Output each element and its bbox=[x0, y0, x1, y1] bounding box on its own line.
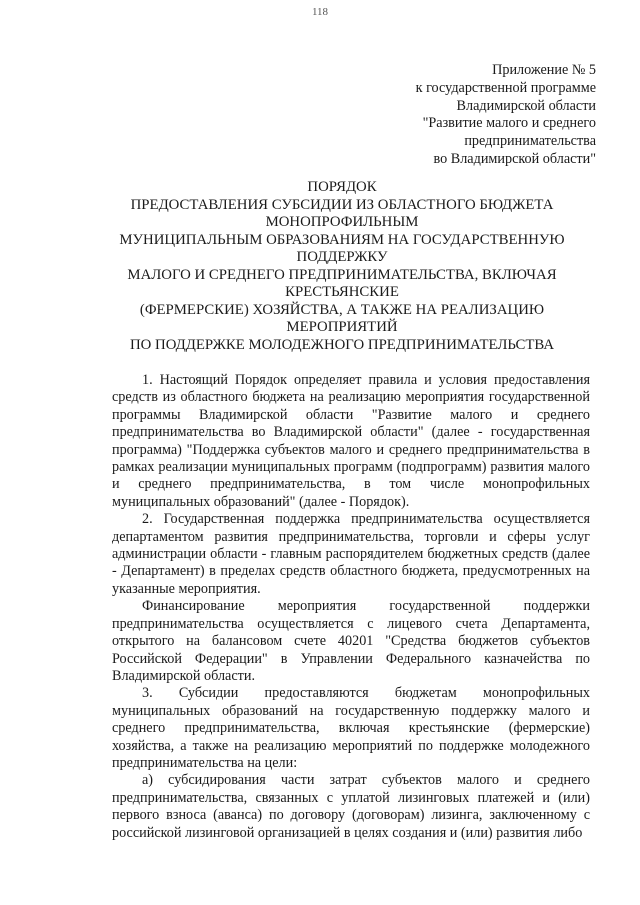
title-line: (ФЕРМЕРСКИЕ) ХОЗЯЙСТВА, А ТАКЖЕ НА РЕАЛИЗАЦИЮ bbox=[139, 301, 545, 318]
title-line: КРЕСТЬЯНСКИЕ bbox=[285, 284, 399, 300]
appendix-line: предпринимательства bbox=[464, 133, 596, 150]
paragraph-2: 2. Государственная поддержка предпринимательства осуществляется департаментом развития предпринимательства, торговли и сферы услуг администрации области - главным распорядителем бюджетных средств (далее - Департамент) в пределах средств областного бюджета, предусмотренных на указанные мероприятия. bbox=[112, 511, 590, 597]
paragraph-3a: а) субсидирования части затрат субъектов малого и среднего предпринимательства, связанных с уплатой лизинговых платежей и (или) первого взноса (аванса) по договору (договорам) лизинга, заключенному с российской лизинговой организацией в целях создания и (или) развития либо bbox=[112, 772, 590, 841]
appendix-line: Приложение № 5 bbox=[492, 62, 596, 78]
title-line: МЕРОПРИЯТИЙ bbox=[286, 319, 398, 335]
title-line: ПО ПОДДЕРЖКЕ МОЛОДЕЖНОГО ПРЕДПРИНИМАТЕЛЬСТВА bbox=[129, 336, 555, 353]
appendix-line: Владимирской области bbox=[456, 97, 596, 114]
page-number: 118 bbox=[311, 6, 329, 18]
paragraph-financing: Финансирование мероприятия государственной поддержки предпринимательства осуществляется с лицевого счета Департамента, открытого на балансовом счете 40201 "Средства бюджетов субъектов Российской Федерации" в Управлении Федерального казначейства по Владимирской области. bbox=[112, 598, 590, 684]
title-line: ПОРЯДОК bbox=[307, 179, 377, 195]
document-body bbox=[112, 372, 590, 842]
appendix-line: "Развитие малого и среднего bbox=[422, 115, 596, 132]
title-line: МОНОПРОФИЛЬНЫМ bbox=[265, 214, 419, 230]
appendix-line: во Владимирской области" bbox=[433, 150, 596, 167]
paragraph-1: 1. Настоящий Порядок определяет правила и условия предоставления средств из областного бюджета на реализацию мероприятия государственной программы Владимирской области "Развитие малого и среднего предпринимательства во Владимирской области" (далее - государственная программа) "Поддержка субъектов малого и среднего предпринимательства в рамках реализации муниципальных программ (подпрограмм) развития малого и среднего предпринимательства, в том числе монопрофильных муниципальных образований" (далее - Порядок). bbox=[112, 372, 590, 510]
title-line: МУНИЦИПАЛЬНЫМ ОБРАЗОВАНИЯМ НА ГОСУДАРСТВЕННУЮ bbox=[119, 231, 565, 248]
title-line: ПОДДЕРЖКУ bbox=[296, 249, 388, 265]
title-line: МАЛОГО И СРЕДНЕГО ПРЕДПРИНИМАТЕЛЬСТВА, ВКЛЮЧАЯ bbox=[127, 266, 557, 283]
document-title bbox=[92, 179, 592, 354]
paragraph-3: 3. Субсидии предоставляются бюджетам монопрофильных муниципальных образований на государственную поддержку малого и среднего предпринимательства, включая крестьянские (фермерские) хозяйства, а также на реализацию мероприятий по поддержке молодежного предпринимательства на цели: bbox=[112, 685, 590, 771]
title-line: ПРЕДОСТАВЛЕНИЯ СУБСИДИИ ИЗ ОБЛАСТНОГО БЮДЖЕТА bbox=[130, 196, 554, 213]
appendix-line: к государственной программе bbox=[415, 79, 596, 96]
appendix-header bbox=[336, 62, 596, 169]
